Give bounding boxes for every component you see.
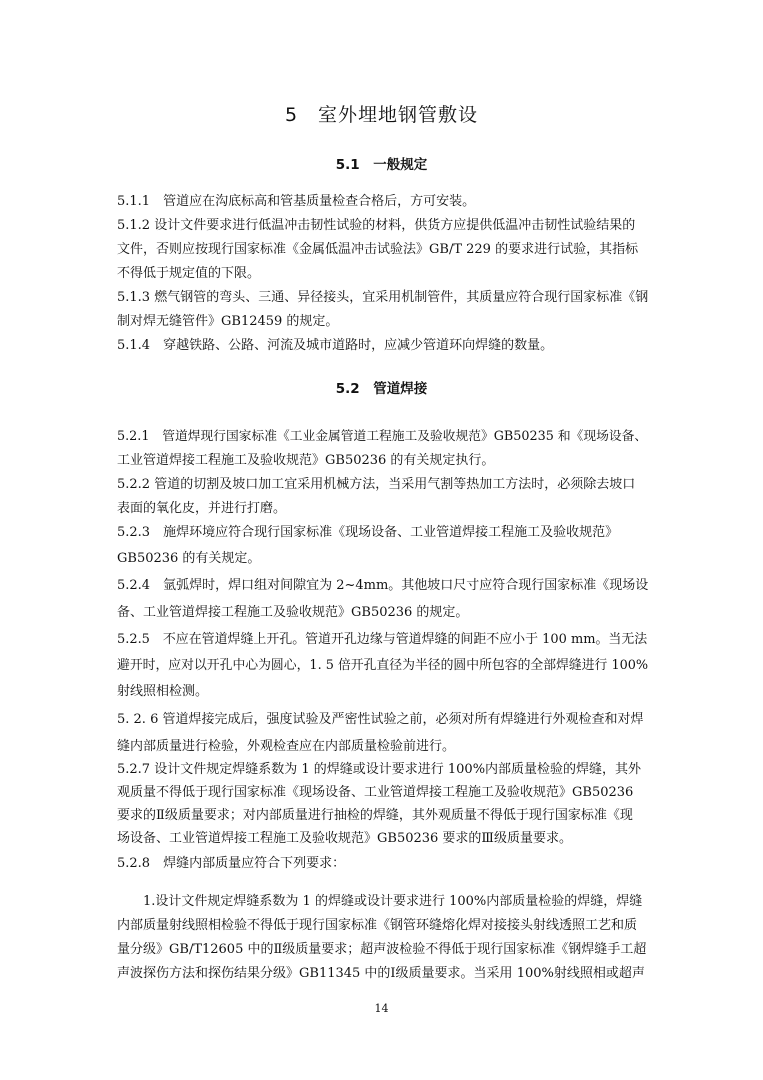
text-line: 5.1.3 燃气钢管的弯头、三通、异径接头，宜采用机制管件，其质量应符合现行国家标准《钢 [117, 290, 649, 305]
text-line: 不得低于规定值的下限。 [117, 266, 261, 281]
text-line: 5.2.4 氩弧焊时，焊口组对间隙宜为 2~4mm。其他坡口尺寸应符合现行国家标准《现场设 [117, 578, 649, 593]
text-line: 1.设计文件规定焊缝系数为 1 的焊缝或设计要求进行 100%内部质量检验的焊缝，焊缝 [143, 894, 643, 909]
text-line: 场设备、工业管道焊接工程施工及验收规范》GB50236 要求的Ⅲ级质量要求。 [117, 831, 572, 846]
text-line: GB50236 的有关规定。 [117, 551, 261, 566]
text-line: 5.2.8 焊缝内部质量应符合下列要求： [117, 856, 346, 871]
text-line: 表面的氧化皮，并进行打磨。 [117, 501, 287, 516]
page-number: 14 [374, 1002, 389, 1015]
text-line: 工业管道焊接工程施工及验收规范》GB50236 的有关规定执行。 [117, 453, 495, 468]
text-line: 5.2.1 管道焊现行国家标准《工业金属管道工程施工及验收规范》GB50235 和《现场设备、 [117, 429, 648, 444]
text-line: 文件，否则应按现行国家标准《金属低温冲击试验法》GB/T 229 的要求进行试验，其指标 [117, 242, 639, 257]
text-line: 制对焊无缝管件》GB12459 的规定。 [117, 314, 339, 329]
section-title-5-2: 5.2 管道焊接 [335, 381, 428, 397]
text-line: 5.2.7 设计文件规定焊缝系数为 1 的焊缝或设计要求进行 100%内部质量检验的焊缝，其外 [117, 762, 642, 777]
text-line: 5.1.2 设计文件要求进行低温冲击韧性试验的材料，供货方应提供低温冲击韧性试验结果的 [117, 218, 636, 233]
text-line: 缝内部质量进行检验，外观检查应在内部质量检验前进行。 [117, 739, 456, 754]
text-line: 射线照相检测。 [117, 684, 209, 699]
text-line: 避开时，应对以开孔中心为圆心，1. 5 倍开孔直径为半径的圆中所包容的全部焊缝进行 100% [117, 658, 649, 673]
text-line: 5.1.1 管道应在沟底标高和管基质量检查合格后，方可安装。 [117, 194, 476, 209]
text-line: 5.1.4 穿越铁路、公路、河流及城市道路时，应减少管道环向焊缝的数量。 [117, 338, 554, 353]
section-title-5-1: 5.1 一般规定 [335, 157, 428, 173]
text-line: 要求的Ⅱ级质量要求；对内部质量进行抽检的焊缝，其外观质量不得低于现行国家标准《现 [117, 808, 633, 823]
chapter-title: 5 室外埋地钢管敷设 [284, 104, 479, 126]
text-line: 5. 2. 6 管道焊接完成后，强度试验及严密性试验之前，必须对所有焊缝进行外观检查和对焊 [117, 712, 644, 727]
text-line: 5.2.5 不应在管道焊缝上开孔。管道开孔边缘与管道焊缝的间距不应小于 100 mm。当无法 [117, 632, 648, 647]
text-line: 内部质量射线照相检验不得低于现行国家标准《钢管环缝熔化焊对接接头射线透照工艺和质 [117, 918, 638, 933]
text-line: 声波探伤方法和探伤结果分级》GB11345 中的Ⅰ级质量要求。当采用 100%射线照相或超声 [117, 966, 645, 981]
text-line: 量分级》GB/T12605 中的Ⅱ级质量要求；超声波检验不得低于现行国家标准《钢焊缝手工超 [117, 942, 647, 957]
text-line: 观质量不得低于现行国家标准《现场设备、工业管道焊接工程施工及验收规范》GB50236 [117, 785, 634, 800]
text-line: 备、工业管道焊接工程施工及验收规范》GB50236 的规定。 [117, 605, 469, 620]
text-line: 5.2.3 施焊环境应符合现行国家标准《现场设备、工业管道焊接工程施工及验收规范》 [117, 525, 619, 540]
text-line: 5.2.2 管道的切割及坡口加工宜采用机械方法，当采用气割等热加工方法时，必须除去坡口 [117, 477, 636, 492]
